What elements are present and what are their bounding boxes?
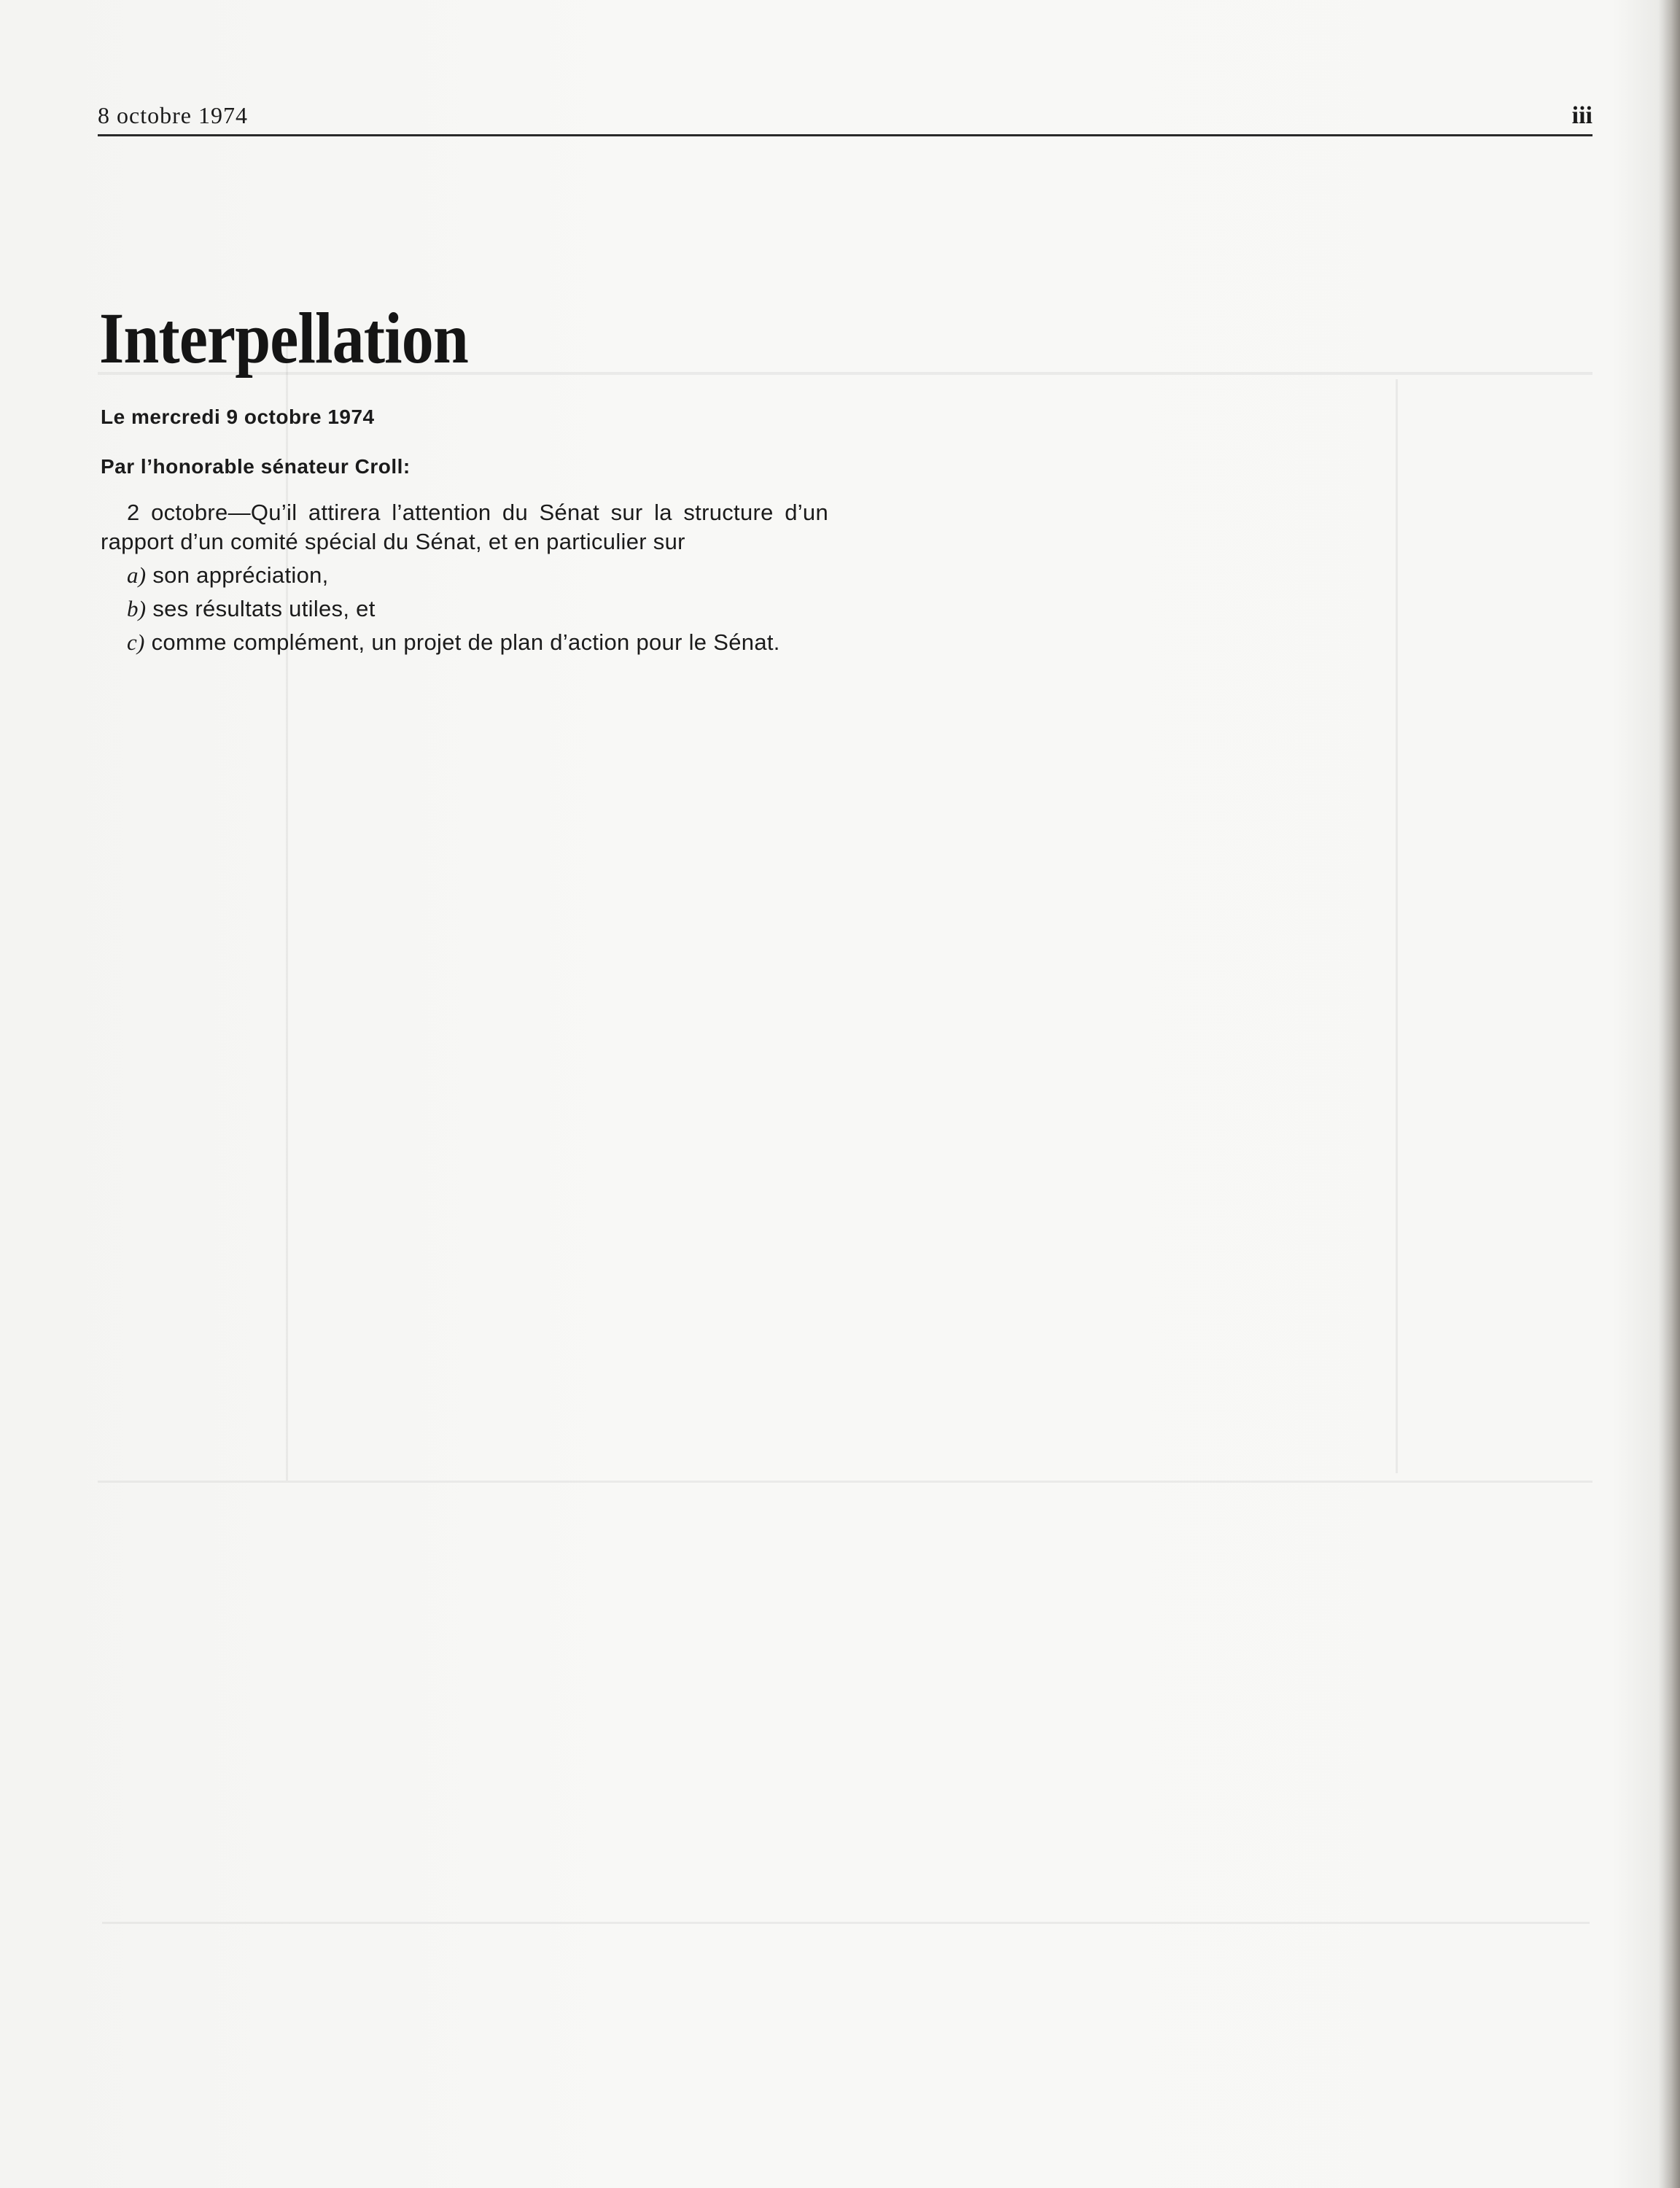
item-letter: a) [127, 562, 147, 588]
item-text: ses résultats utiles, et [152, 596, 376, 621]
show-through-rule [102, 1922, 1590, 1924]
page-edge-shadow [1658, 0, 1680, 2188]
notice-item-c [101, 628, 828, 657]
show-through-rule [1396, 379, 1398, 1473]
show-through-title [350, 656, 381, 815]
running-head-date: 8 octobre 1974 [98, 102, 248, 128]
section-title: Interpellation [99, 298, 468, 379]
item-text: comme complément, un projet de plan d’action pour le Sénat. [151, 629, 780, 655]
sitting-date: Le mercredi 9 octobre 1974 [101, 406, 375, 428]
item-letter: c) [127, 629, 145, 655]
notice-intro: 2 octobre—Qu’il attirera l’attention du Sénat sur la structure d’un rapport d’un comité spécial du Sénat, et en particulier sur [101, 500, 828, 554]
notice-item-a [101, 561, 828, 590]
item-text: son appréciation, [152, 562, 329, 588]
running-head [98, 102, 1592, 136]
notice-item-b [101, 594, 828, 624]
mover-line: Par l’honorable sénateur Croll: [101, 455, 411, 478]
notice-body [101, 498, 828, 657]
page-number: iii [1571, 102, 1592, 129]
show-through-rule [98, 1481, 1592, 1483]
item-letter: b) [127, 596, 147, 621]
